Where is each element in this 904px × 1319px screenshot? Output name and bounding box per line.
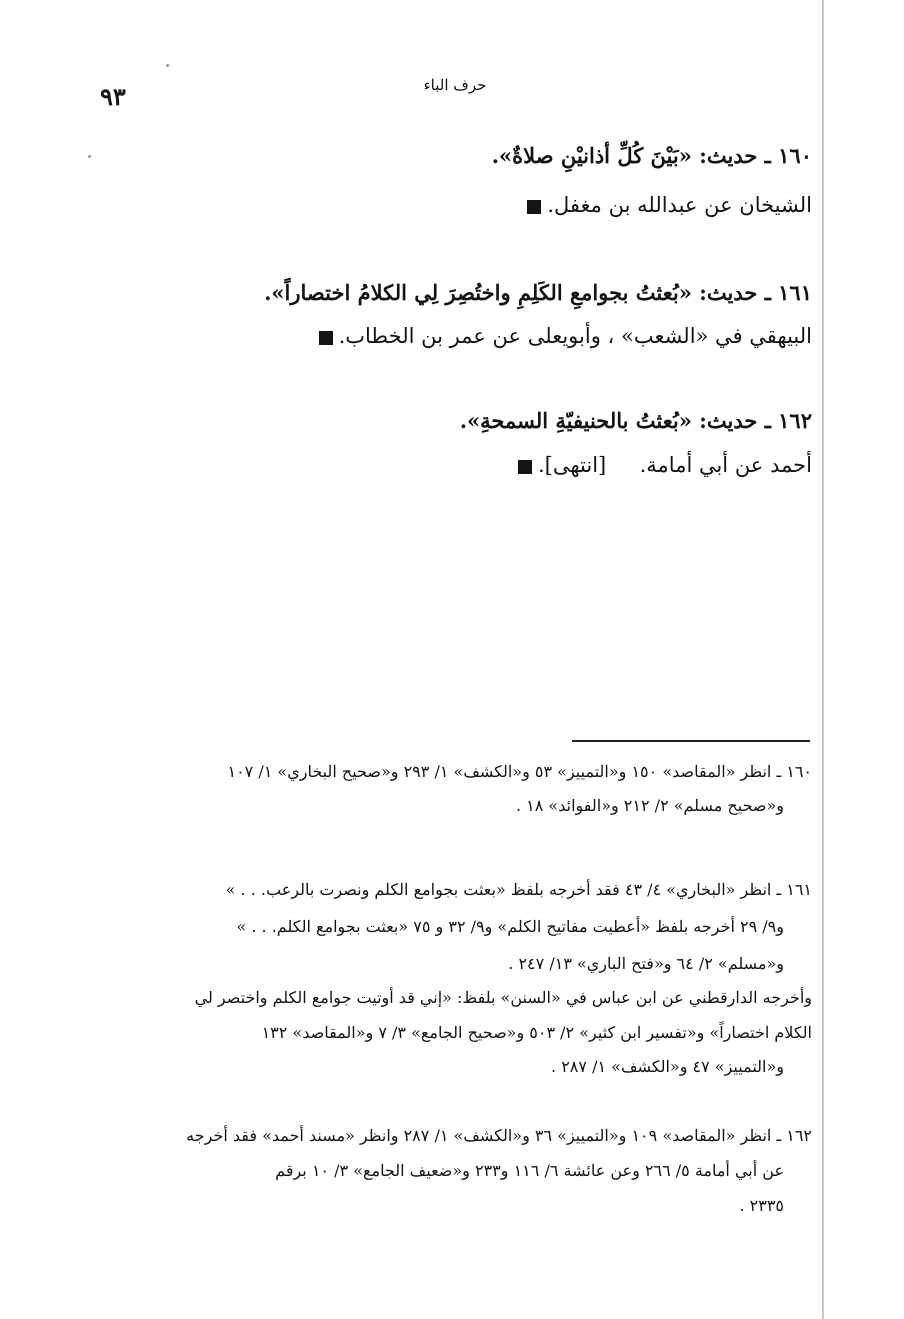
page-edge-line	[822, 0, 824, 1319]
paper-speck	[166, 64, 169, 67]
footnote-line: و٩/ ٢٩ أخرجه بلفظ «أعطيت مفاتيح الكلم» و٩/ ٣٢ و ٧٥ «بعثت بجوامع الكلم. . . »	[236, 917, 784, 936]
end-square-icon	[527, 200, 541, 214]
footnote-line: و«التمييز» ٤٧ و«الكشف» ١/ ٢٨٧ .	[551, 1057, 784, 1076]
entry-title: ١٦١ ـ حديث: «بُعثتُ بجوامعِ الكَلِمِ واختُصِرَ لِي الكلامُ اختصاراً».	[264, 280, 812, 305]
entry-source-text: البيهقي في «الشعب» ، وأبويعلى عن عمر بن الخطاب.	[338, 324, 812, 348]
footnote-line: ١٦٢ ـ انظر «المقاصد» ١٠٩ و«التمييز» ٣٦ و«الكشف» ١/ ٢٨٧ وانظر «مسند أحمد» فقد أخرجه	[186, 1126, 812, 1145]
footnote-line: ٢٣٣٥ .	[739, 1196, 784, 1215]
entry-title: ١٦٢ ـ حديث: «بُعثتُ بالحنيفيّةِ السمحةِ».	[459, 408, 812, 433]
paper-speck	[88, 155, 91, 158]
entry-source-text: أحمد عن أبي أمامة. [انتهى].	[537, 453, 812, 477]
running-head: حرف الباء	[423, 76, 487, 94]
page-number: ٩٣	[100, 82, 126, 111]
footnote-line: و«مسلم» ٢/ ٦٤ و«فتح الباري» ١٣/ ٢٤٧ .	[508, 954, 784, 973]
footnote-line: عن أبي أمامة ٥/ ٢٦٦ وعن عائشة ٦/ ١١٦ و٢٣٣ و«ضعيف الجامع» ٣/ ١٠ برقم	[275, 1161, 784, 1180]
entry-source	[319, 324, 812, 348]
footnote-line: الكلام اختصاراً» و«تفسير ابن كثير» ٢/ ٥٠٣ و«صحيح الجامع» ٣/ ٧ و«المقاصد» ١٣٢	[261, 1023, 812, 1042]
footnote-line: ١٦٠ ـ انظر «المقاصد» ١٥٠ و«التمييز» ٥٣ و«الكشف» ١/ ٢٩٣ و«صحيح البخاري» ١/ ١٠٧	[227, 762, 812, 781]
end-square-icon	[518, 460, 532, 474]
footnote-line: وأخرجه الدارقطني عن ابن عباس في «السنن» بلفظ: «إني قد أوتيت جوامع الكلم واختصر لي	[194, 988, 812, 1007]
entry-title: ١٦٠ ـ حديث: «بَيْنَ كُلِّ أذانيْنِ صلاةٌ».	[491, 143, 812, 168]
entry-source	[518, 453, 812, 477]
entry-source	[527, 193, 812, 217]
footnote-line: ١٦١ ـ انظر «البخاري» ٤/ ٤٣ فقد أخرجه بلفظ «بعثت بجوامع الكلم ونصرت بالرعب. . . »	[225, 880, 812, 899]
entry-source-text: الشيخان عن عبدالله بن مغفل.	[547, 193, 812, 217]
footnote-separator	[572, 740, 810, 742]
footnote-line: و«صحيح مسلم» ٢/ ٢١٢ و«الفوائد» ١٨ .	[515, 796, 784, 815]
end-square-icon	[319, 331, 333, 345]
